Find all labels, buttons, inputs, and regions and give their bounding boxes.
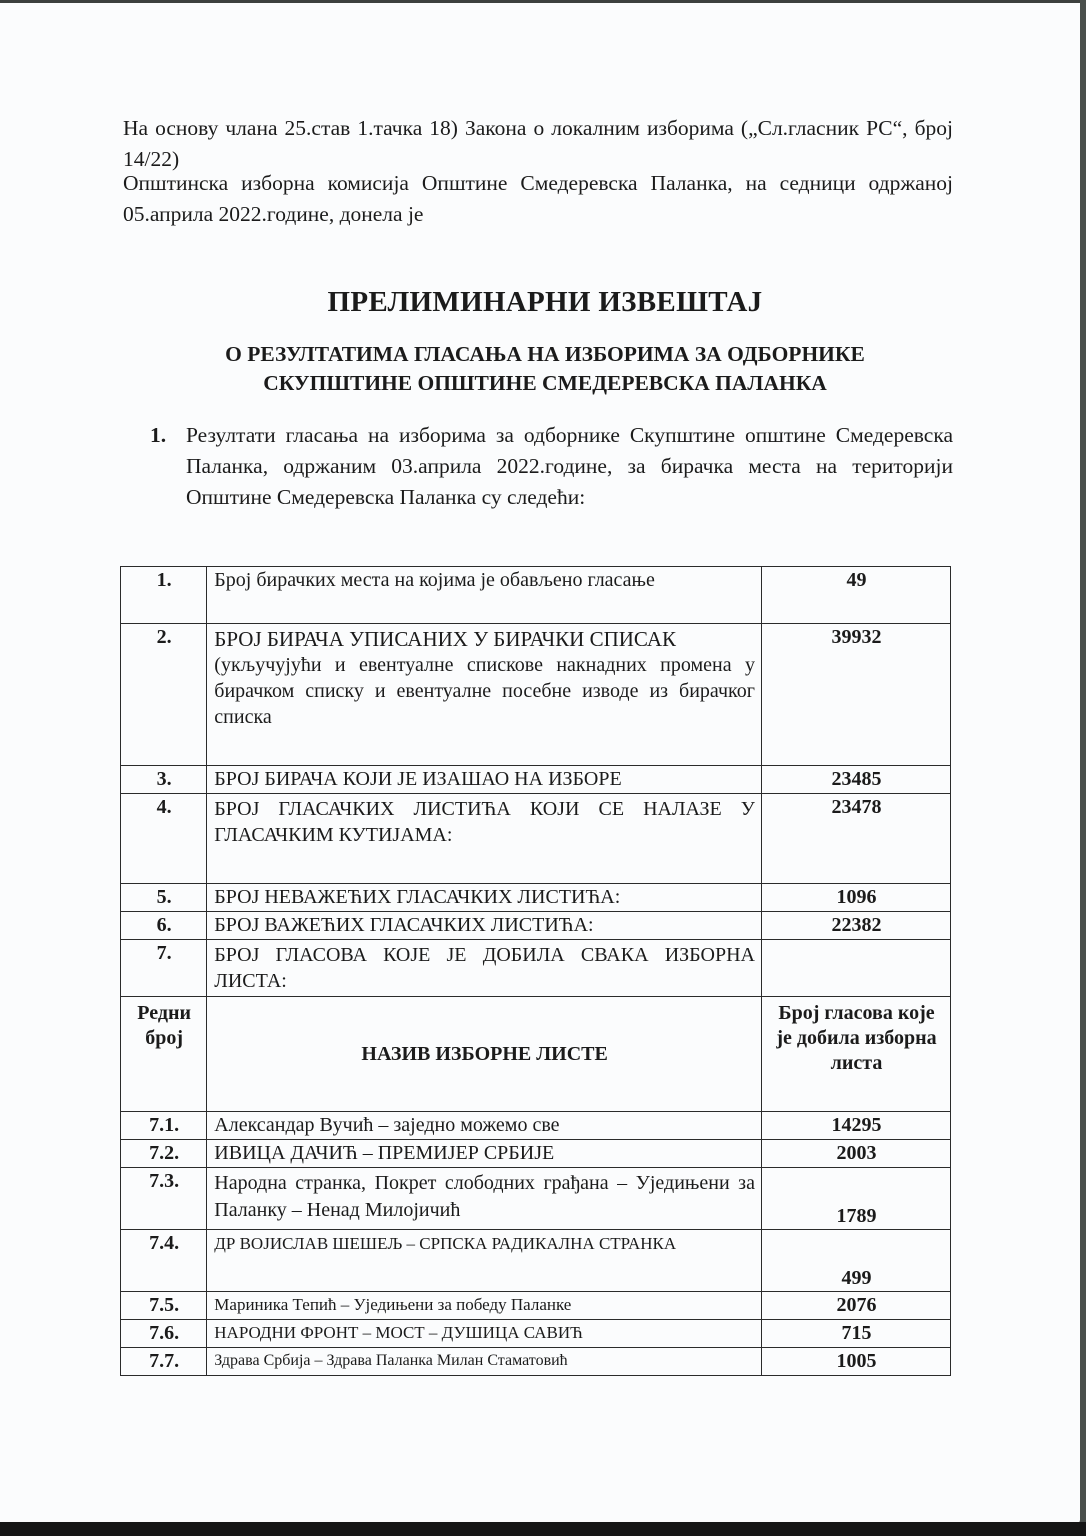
section-number: 1. xyxy=(150,423,167,447)
list-votes: 2003 xyxy=(761,1140,950,1168)
row-label: БРОЈ НЕВАЖЕЋИХ ГЛАСАЧКИХ ЛИСТИЋА: xyxy=(207,884,762,912)
lists-header-row xyxy=(121,997,951,1112)
row-label: БРОЈ БИРАЧА КОЈИ ЈЕ ИЗАШАО НА ИЗБОРЕ xyxy=(207,766,762,794)
row-value: 39932 xyxy=(761,624,950,766)
list-votes: 14295 xyxy=(761,1112,950,1140)
list-votes: 1005 xyxy=(761,1348,950,1376)
list-row xyxy=(121,1230,951,1292)
row-label: БРОЈ ГЛАСОВА КОЈЕ ЈЕ ДОБИЛА СВАКА ИЗБОРНА ЛИСТА: xyxy=(207,940,762,997)
row-number: 6. xyxy=(121,912,207,940)
table-row xyxy=(121,912,951,940)
list-number: 7.6. xyxy=(121,1320,207,1348)
row-label-note: (укључујући и евентуалне спискове накнадних промена у бирачком списку и евентуалне посебне изводе из бирачког списка xyxy=(214,654,755,728)
row-value: 22382 xyxy=(761,912,950,940)
row-number: 2. xyxy=(121,624,207,766)
list-name: ИВИЦА ДАЧИЋ – ПРЕМИЈЕР СРБИЈЕ xyxy=(207,1140,762,1168)
list-row xyxy=(121,1320,951,1348)
row-value: 23478 xyxy=(761,794,950,884)
document-subtitle xyxy=(110,340,980,398)
header-votes: Број гласова које је добила изборна листа xyxy=(761,997,950,1112)
row-label: Број бирачких места на којима је обављено гласање xyxy=(207,567,762,624)
row-number: 1. xyxy=(121,567,207,624)
list-number: 7.1. xyxy=(121,1112,207,1140)
results-table xyxy=(120,566,951,1376)
row-value: 1096 xyxy=(761,884,950,912)
row-value xyxy=(761,940,950,997)
header-ordinal: Редни број xyxy=(121,997,207,1112)
section-1 xyxy=(150,420,953,513)
row-number: 4. xyxy=(121,794,207,884)
subtitle-line-2: СКУПШТИНЕ ОПШТИНЕ СМЕДЕРЕВСКА ПАЛАНКА xyxy=(263,371,827,395)
list-number: 7.2. xyxy=(121,1140,207,1168)
subtitle-line-1: О РЕЗУЛТАТИМА ГЛАСАЊА НА ИЗБОРИМА ЗА ОДБОРНИКЕ xyxy=(225,342,865,366)
row-label: БРОЈ ВАЖЕЋИХ ГЛАСАЧКИХ ЛИСТИЋА: xyxy=(207,912,762,940)
list-number: 7.4. xyxy=(121,1230,207,1292)
list-number: 7.3. xyxy=(121,1168,207,1230)
list-votes: 715 xyxy=(761,1320,950,1348)
table-row xyxy=(121,567,951,624)
row-label xyxy=(207,624,762,766)
scan-edge-right xyxy=(1080,0,1086,1536)
list-name: Здрава Србија – Здрава Паланка Милан Стаматовић xyxy=(207,1348,762,1376)
table-row xyxy=(121,766,951,794)
scan-edge-top xyxy=(0,0,1086,3)
list-votes: 1789 xyxy=(761,1168,950,1230)
table-row xyxy=(121,624,951,766)
list-number: 7.5. xyxy=(121,1292,207,1320)
list-row xyxy=(121,1348,951,1376)
row-label: БРОЈ ГЛАСАЧКИХ ЛИСТИЋА КОЈИ СЕ НАЛАЗЕ У ГЛАСАЧКИМ КУТИЈАМА: xyxy=(207,794,762,884)
table-row xyxy=(121,794,951,884)
row-number: 3. xyxy=(121,766,207,794)
legal-basis-paragraph: На основу члана 25.став 1.тачка 18) Закона о локалним изборима („Сл.гласник РС“, број 14/22) xyxy=(123,116,953,171)
row-label-main: БРОЈ БИРАЧА УПИСАНИХ У БИРАЧКИ СПИСАК xyxy=(214,627,677,651)
scan-edge-bottom xyxy=(0,1522,1086,1536)
list-row xyxy=(121,1112,951,1140)
list-name: ДР ВОЈИСЛАВ ШЕШЕЉ – СРПСКА РАДИКАЛНА СТРАНКА xyxy=(207,1230,762,1292)
list-name: Мариника Тепић – Уједињени за победу Паланке xyxy=(207,1292,762,1320)
row-number: 5. xyxy=(121,884,207,912)
list-name: НАРОДНИ ФРОНТ – МОСТ – ДУШИЦА САВИЋ xyxy=(207,1320,762,1348)
header-list-name: НАЗИВ ИЗБОРНЕ ЛИСТЕ xyxy=(207,997,762,1112)
table-row xyxy=(121,940,951,997)
row-value: 23485 xyxy=(761,766,950,794)
list-row xyxy=(121,1292,951,1320)
list-votes: 2076 xyxy=(761,1292,950,1320)
row-value: 49 xyxy=(761,567,950,624)
section-text: Резултати гласања на изборима за одборнике Скупштине општине Смедеревска Паланка, одржаним 03.априла 2022.године, за бирачка места на територији Општине Смедеревска Паланка су следећи: xyxy=(186,423,953,509)
commission-paragraph: Општинска изборна комисија Општине Смедеревска Паланка, на седници одржаној 05.априла 2022.године, донела је xyxy=(123,171,953,226)
list-number: 7.7. xyxy=(121,1348,207,1376)
list-row xyxy=(121,1140,951,1168)
list-row xyxy=(121,1168,951,1230)
list-name: Александар Вучић – заједно можемо све xyxy=(207,1112,762,1140)
list-votes: 499 xyxy=(761,1230,950,1292)
row-number: 7. xyxy=(121,940,207,997)
document-title: ПРЕЛИМИНАРНИ ИЗВЕШТАЈ xyxy=(327,286,763,318)
table-row xyxy=(121,884,951,912)
list-name: Народна странка, Покрет слободних грађана – Уједињени за Паланку – Ненад Милојичић xyxy=(207,1168,762,1230)
